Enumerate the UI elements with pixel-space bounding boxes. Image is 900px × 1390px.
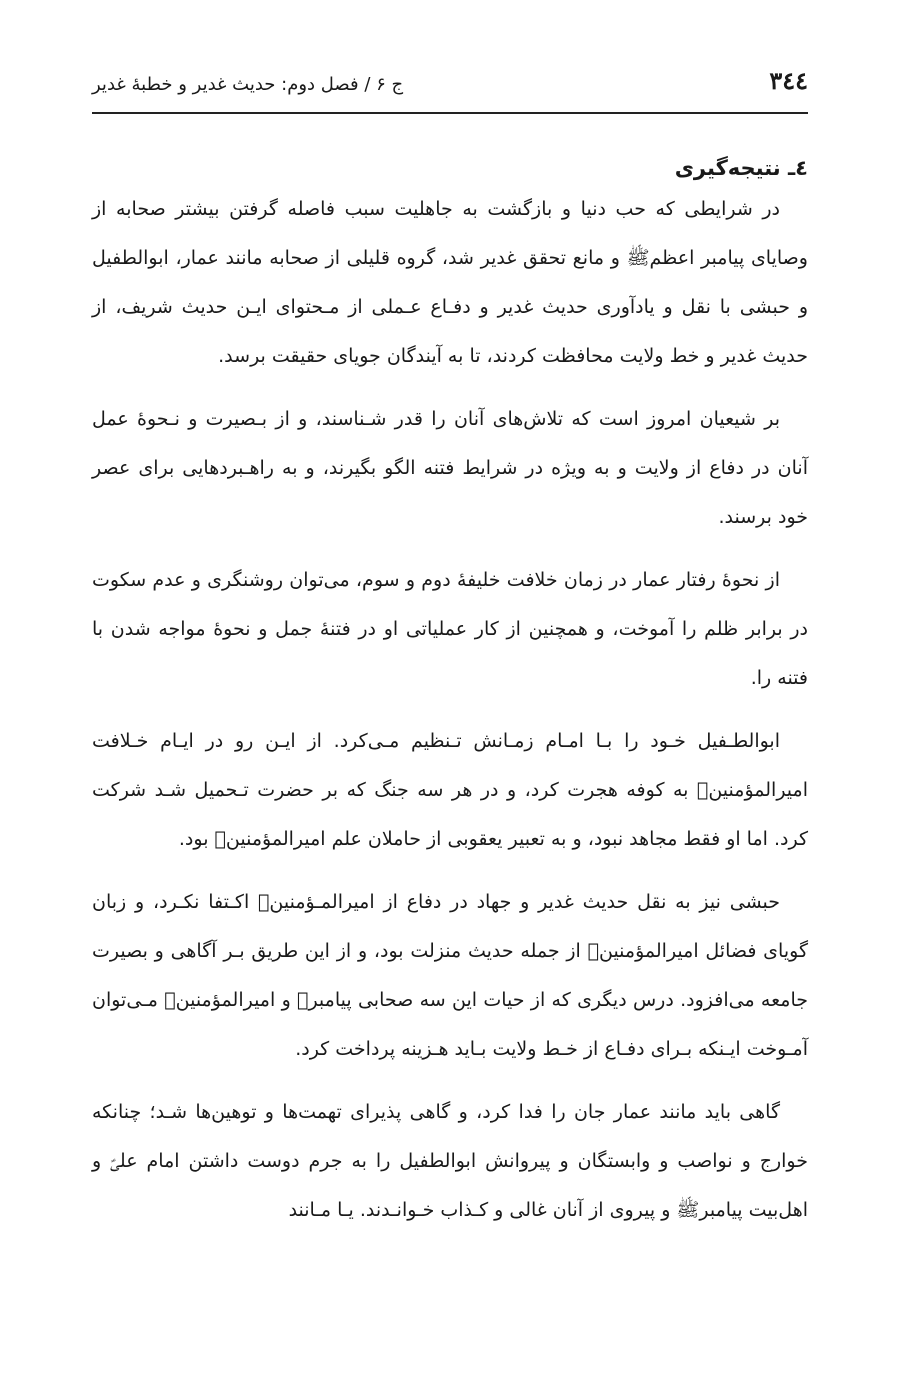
paragraph-2: بر شیعیان امروز است که تلاش‌های آنان را قدر شـناسند، و از بـصیرت و نـحوهٔ عمل آنان در دفاع از ولایت و به ویژه در شرایط فتنه الگو بگیرند، و به راهـبردهایی برای عصر خود برسند. xyxy=(92,408,808,529)
paragraph-5: حبشی نیز به نقل حدیث غدیر و جهاد در دفاع از امیرالمـؤمنینؑ اکـتفا نکـرد، و زبان گویای فضائل امیرالمؤمنینؑ از جمله حدیث منزلت بود، و از این طریق بـر آگاهی و بصیرت جامعه می‌افزود. درس دیگری که از حیات این سه صحابی پیامبرﷺ و امیرالمؤمنینؑ مـی‌توان آمـوخت ایـنکه بـرای دفـاع از خـط ولایت بـاید هـزینه پرداخت کرد. xyxy=(92,891,808,1061)
page-header xyxy=(92,60,808,114)
paragraph-4: ابوالطـفیل خـود را بـا امـام زمـانش تـنظیم مـی‌کرد. از ایـن رو در ایـام خـلافت امیرالمؤمنینؑ به کوفه هجرت کرد، و در هر سه جنگ که بر حضرت تـحمیل شـد شرکت کرد. اما او فقط مجاهد نبود، و به تعبیر یعقوبی از حاملان علم امیرالمؤمنینؑ بود. xyxy=(92,730,808,851)
section-heading: ٤ـ نتیجه‌گیری xyxy=(674,156,808,180)
running-title: ج ۶ / فصل دوم: حدیث غدیر و خطبهٔ غدیر xyxy=(92,74,404,95)
paragraph-3: از نحوهٔ رفتار عمار در زمان خلافت خلیفهٔ دوم و سوم، می‌توان روشنگری و عدم سکوت در برابر ظلم را آموخت، و همچنین از کار عملیاتی او در فتنهٔ جمل و نحوهٔ مواجه شدن با فتنه را. xyxy=(92,569,808,690)
page-number: ٣٤٤ xyxy=(769,66,808,95)
paragraph-6: گاهی باید مانند عمار جان را فدا کرد، و گاهی پذیرای تهمت‌ها و توهین‌ها شـد؛ چنانکه خوارج و نواصب و وابستگان و پیروانش ابوالطفیل را به جرم دوست داشتن امام علیؑ و اهل‌بیت پیامبرﷺ و پیروی از آنان غالی و کـذاب خـوانـدند. یـا مـانند xyxy=(92,1101,808,1222)
paragraph-1: در شرایطی که حب دنیا و بازگشت به جاهلیت سبب فاصله گرفتن بیشتر صحابه از وصایای پیامبر اعظمﷺ و مانع تحقق غدیر شد، گروه قلیلی از صحابه مانند عمار، ابوالطفیل و حبشی با نقل و یادآوری حدیث غدیر و دفـاع عـملی از مـحتوای ایـن حدیث شریف، از حدیث غدیر و خط ولایت محافظت کردند، تا به آیندگان جویای حقیقت برسد. xyxy=(92,198,808,368)
book-page xyxy=(92,60,808,1235)
